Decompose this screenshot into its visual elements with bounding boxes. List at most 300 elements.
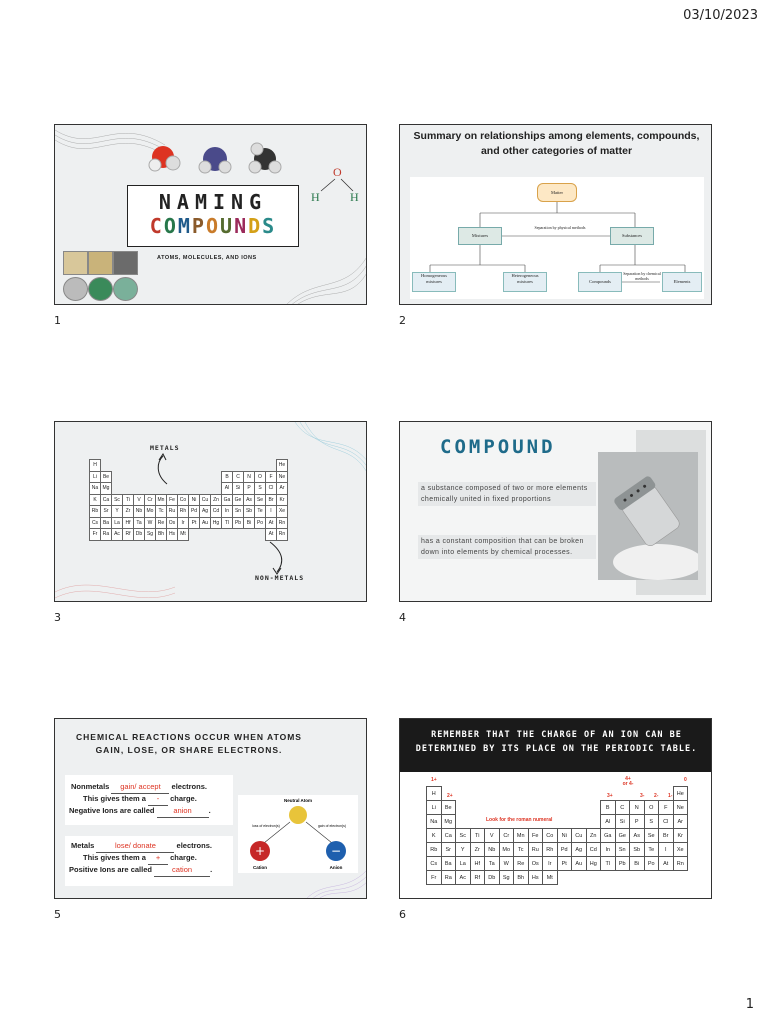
element-cell: As — [244, 494, 255, 506]
element-cell: Nb — [485, 843, 500, 857]
empty-cell — [485, 801, 500, 815]
label-chemical-separation: Separation by chemical methods — [623, 271, 661, 281]
empty-cell — [156, 460, 167, 472]
ion-formation-diagram — [238, 795, 358, 873]
element-cell: Ga — [601, 829, 616, 843]
element-cell: Ag — [572, 843, 587, 857]
element-cell: Ir — [543, 857, 558, 871]
element-cell: Y — [112, 506, 123, 518]
empty-cell — [485, 787, 500, 801]
svg-text:O: O — [333, 165, 342, 179]
element-cell: Ba — [441, 857, 456, 871]
element-cell: La — [112, 517, 123, 529]
empty-cell — [123, 460, 134, 472]
svg-text:Neutral Atom: Neutral Atom — [283, 798, 313, 803]
empty-cell — [615, 787, 630, 801]
empty-cell — [543, 787, 558, 801]
definition-1: a substance composed of two or more elements chemically united in fixed proportions — [418, 482, 596, 506]
element-cell: Po — [644, 857, 659, 871]
element-cell: Pb — [233, 517, 244, 529]
slide-2 — [399, 124, 712, 305]
empty-cell — [156, 471, 167, 483]
matter-flowchart — [410, 177, 704, 299]
element-cell: Sr — [101, 506, 112, 518]
empty-cell — [557, 787, 572, 801]
element-cell: Os — [528, 857, 543, 871]
sample-image-1 — [63, 251, 88, 275]
slide-4 — [399, 421, 712, 602]
element-cell: Rh — [178, 506, 189, 518]
empty-cell — [543, 815, 558, 829]
slide2-title: Summary on relationships among elements, compounds, and other categories of matter — [413, 130, 700, 157]
empty-cell — [266, 460, 277, 472]
slide-5 — [54, 718, 367, 899]
element-cell: Zr — [470, 843, 485, 857]
empty-cell — [233, 460, 244, 472]
element-cell: V — [485, 829, 500, 843]
empty-cell — [659, 871, 674, 885]
label-physical-separation: Separation by physical methods — [534, 225, 586, 230]
element-cell: Pt — [189, 517, 200, 529]
empty-cell — [601, 787, 616, 801]
element-cell: He — [277, 460, 288, 472]
element-cell: Hg — [586, 857, 601, 871]
element-cell: Hf — [470, 857, 485, 871]
element-cell: Co — [178, 494, 189, 506]
empty-cell — [470, 815, 485, 829]
metals-label: METALS — [150, 444, 180, 452]
element-cell: Xe — [277, 506, 288, 518]
element-cell: Ni — [189, 494, 200, 506]
svg-text:Anion: Anion — [329, 865, 343, 870]
empty-cell — [572, 801, 587, 815]
element-cell: Sg — [499, 871, 514, 885]
element-cell: Hg — [211, 517, 222, 529]
empty-cell — [586, 871, 601, 885]
element-cell: Sc — [456, 829, 471, 843]
empty-cell — [167, 460, 178, 472]
empty-cell — [178, 460, 189, 472]
element-cell: Cd — [211, 506, 222, 518]
element-cell: He — [673, 787, 688, 801]
empty-cell — [233, 529, 244, 541]
empty-cell — [601, 871, 616, 885]
slide-number: 1 — [54, 314, 61, 327]
empty-cell — [586, 815, 601, 829]
slide-3 — [54, 421, 367, 602]
element-cell: Fe — [528, 829, 543, 843]
element-cell: Sb — [244, 506, 255, 518]
charge-group-14: 4+ or 4- — [622, 776, 634, 787]
title-naming: NAMING — [158, 190, 268, 214]
non-metals-label: NON-METALS — [255, 574, 305, 582]
empty-cell — [499, 815, 514, 829]
element-cell: Nb — [134, 506, 145, 518]
element-cell: O — [644, 801, 659, 815]
element-cell: Tc — [156, 506, 167, 518]
element-cell: Rb — [90, 506, 101, 518]
element-cell: Ta — [134, 517, 145, 529]
svg-text:loss of electron(s): loss of electron(s) — [252, 824, 280, 828]
element-cell: Rh — [543, 843, 558, 857]
element-cell: Fr — [90, 529, 101, 541]
element-cell: In — [222, 506, 233, 518]
element-cell: Al — [601, 815, 616, 829]
element-cell: S — [255, 483, 266, 495]
element-cell: N — [630, 801, 645, 815]
empty-cell — [255, 529, 266, 541]
element-cell: N — [244, 471, 255, 483]
box-mixtures: Mixtures — [458, 227, 502, 245]
element-cell: Cs — [90, 517, 101, 529]
element-cell: Bi — [630, 857, 645, 871]
element-cell: Db — [134, 529, 145, 541]
empty-cell — [572, 787, 587, 801]
element-cell: Ir — [178, 517, 189, 529]
element-cell: Db — [485, 871, 500, 885]
element-cell: Ge — [615, 829, 630, 843]
sample-image-6 — [113, 277, 138, 301]
element-cell: Mo — [145, 506, 156, 518]
print-date: 03/10/2023 — [683, 8, 758, 23]
empty-cell — [673, 871, 688, 885]
slide1-subtitle: ATOMS, MOLECULES, AND IONS — [157, 255, 257, 261]
charge-group-17: 1- — [668, 793, 673, 799]
slide-number: 2 — [399, 314, 406, 327]
element-cell: Fr — [427, 871, 442, 885]
element-cell: W — [145, 517, 156, 529]
charge-group-18: 0 — [684, 777, 687, 783]
element-cell: Ta — [485, 857, 500, 871]
empty-cell — [456, 801, 471, 815]
element-cell: Pd — [557, 843, 572, 857]
element-cell: Po — [255, 517, 266, 529]
element-cell: Xe — [673, 843, 688, 857]
element-cell: Bh — [514, 871, 529, 885]
sample-image-5 — [88, 277, 113, 301]
water-molecule-diagram — [309, 163, 363, 207]
empty-cell — [200, 483, 211, 495]
element-cell: Se — [644, 829, 659, 843]
empty-cell — [189, 483, 200, 495]
element-cell: Re — [514, 857, 529, 871]
element-cell: Au — [200, 517, 211, 529]
element-cell: Cu — [572, 829, 587, 843]
answer-cation: cation — [154, 864, 210, 877]
svg-text:+: + — [254, 844, 266, 858]
empty-cell — [145, 483, 156, 495]
element-cell: Hs — [167, 529, 178, 541]
charge-group-15: 3- — [640, 793, 645, 799]
empty-cell — [123, 471, 134, 483]
empty-cell — [644, 787, 659, 801]
svg-text:gain of electron(s): gain of electron(s) — [317, 824, 347, 828]
empty-cell — [123, 483, 134, 495]
element-cell: H — [427, 787, 442, 801]
element-cell: Te — [255, 506, 266, 518]
element-cell: Hf — [123, 517, 134, 529]
page-number: 1 — [745, 997, 754, 1012]
element-cell: Sg — [145, 529, 156, 541]
element-cell: Ac — [456, 871, 471, 885]
empty-cell — [557, 815, 572, 829]
molecule-models-icon — [143, 135, 293, 185]
empty-cell — [112, 460, 123, 472]
empty-cell — [134, 460, 145, 472]
definition-2: has a constant composition that can be broken down into elements by chemical processes. — [418, 535, 596, 559]
element-cell: Ag — [200, 506, 211, 518]
element-cell: Li — [427, 801, 442, 815]
empty-cell — [485, 815, 500, 829]
element-cell: Mt — [178, 529, 189, 541]
roman-numeral-note: Look for the roman numeral — [486, 817, 553, 823]
empty-cell — [112, 483, 123, 495]
nonmetals-line-2: This gives them a - charge. — [83, 793, 197, 806]
element-cell: Rn — [673, 857, 688, 871]
empty-cell — [528, 801, 543, 815]
empty-cell — [134, 483, 145, 495]
element-cell: Rn — [277, 517, 288, 529]
empty-cell — [178, 471, 189, 483]
empty-cell — [255, 460, 266, 472]
answer-lose: lose/ donate — [96, 840, 174, 853]
element-cell: Li — [90, 471, 101, 483]
element-cell: F — [266, 471, 277, 483]
element-cell: Se — [255, 494, 266, 506]
element-cell: Ra — [101, 529, 112, 541]
element-cell: Kr — [277, 494, 288, 506]
metals-line-3: Positive Ions are called cation . — [69, 864, 212, 877]
element-cell: Sr — [441, 843, 456, 857]
empty-cell — [615, 871, 630, 885]
empty-cell — [499, 801, 514, 815]
element-cell: Zr — [123, 506, 134, 518]
element-cell: Ne — [673, 801, 688, 815]
empty-cell — [211, 529, 222, 541]
element-cell: Rn — [277, 529, 288, 541]
element-cell: I — [659, 843, 674, 857]
element-cell: Hs — [528, 871, 543, 885]
element-cell: Cs — [427, 857, 442, 871]
empty-cell — [528, 787, 543, 801]
metals-line-1: Metals lose/ donate electrons. — [71, 840, 212, 853]
element-cell: Ca — [101, 494, 112, 506]
element-cell: Cd — [586, 843, 601, 857]
charge-group-2: 2+ — [447, 793, 453, 799]
empty-cell — [586, 801, 601, 815]
slide5-title: CHEMICAL REACTIONS OCCUR WHEN ATOMS GAIN, LOSE, OR SHARE ELECTRONS. — [76, 732, 302, 755]
element-cell: F — [659, 801, 674, 815]
element-cell: W — [499, 857, 514, 871]
empty-cell — [167, 471, 178, 483]
element-cell: C — [615, 801, 630, 815]
empty-cell — [189, 460, 200, 472]
empty-cell — [659, 787, 674, 801]
element-cell: At — [266, 517, 277, 529]
element-cell: C — [233, 471, 244, 483]
sample-image-2 — [88, 251, 113, 275]
element-cell: Ti — [470, 829, 485, 843]
svg-text:H: H — [311, 190, 320, 204]
element-cell: K — [427, 829, 442, 843]
element-cell: Au — [572, 857, 587, 871]
element-cell: Ge — [233, 494, 244, 506]
empty-cell — [222, 460, 233, 472]
element-cell: Ac — [112, 529, 123, 541]
element-cell: Rb — [427, 843, 442, 857]
element-cell: O — [255, 471, 266, 483]
element-cell: Rf — [470, 871, 485, 885]
element-cell: Cr — [145, 494, 156, 506]
element-cell: Ra — [441, 871, 456, 885]
empty-cell — [630, 787, 645, 801]
element-cell: As — [630, 829, 645, 843]
empty-cell — [572, 871, 587, 885]
svg-text:Cation: Cation — [253, 865, 267, 870]
empty-cell — [244, 529, 255, 541]
empty-cell — [200, 471, 211, 483]
element-cell: I — [266, 506, 277, 518]
element-cell: Cl — [266, 483, 277, 495]
empty-cell — [514, 801, 529, 815]
element-cell: Na — [90, 483, 101, 495]
charge-group-1: 1+ — [431, 777, 437, 783]
empty-cell — [156, 483, 167, 495]
box-homogeneous: Homogeneous mixtures — [412, 272, 456, 292]
element-cell: P — [244, 483, 255, 495]
element-cell: Pb — [615, 857, 630, 871]
empty-cell — [200, 460, 211, 472]
nonmetals-line-3: Negative Ions are called anion . — [69, 805, 211, 818]
element-cell: Si — [615, 815, 630, 829]
element-cell: Ga — [222, 494, 233, 506]
sample-image-3 — [113, 251, 138, 275]
empty-cell — [134, 471, 145, 483]
empty-cell — [189, 471, 200, 483]
element-cell: Al — [222, 483, 233, 495]
title-box — [127, 185, 299, 247]
answer-gain: gain/ accept — [111, 781, 169, 794]
empty-cell — [514, 815, 529, 829]
element-cell: Kr — [673, 829, 688, 843]
empty-cell — [514, 787, 529, 801]
element-cell: B — [222, 471, 233, 483]
element-cell: Ru — [167, 506, 178, 518]
answer-anion: anion — [157, 805, 209, 818]
element-cell: At — [266, 529, 277, 541]
element-cell: Be — [101, 471, 112, 483]
slide-number: 5 — [54, 908, 61, 921]
box-elements: Elements — [662, 272, 702, 292]
element-cell: Na — [427, 815, 442, 829]
box-substances: Substances — [610, 227, 654, 245]
element-cell: Ne — [277, 471, 288, 483]
element-cell: Rf — [123, 529, 134, 541]
slide-6 — [399, 718, 712, 899]
empty-cell — [557, 801, 572, 815]
svg-text:H: H — [350, 190, 359, 204]
element-cell: Ti — [123, 494, 134, 506]
element-cell: Ca — [441, 829, 456, 843]
empty-cell — [211, 460, 222, 472]
element-cell: Sn — [615, 843, 630, 857]
element-cell: Mt — [543, 871, 558, 885]
element-cell: Bi — [244, 517, 255, 529]
element-cell: B — [601, 801, 616, 815]
element-cell: Br — [266, 494, 277, 506]
element-cell: V — [134, 494, 145, 506]
charge-group-13: 3+ — [607, 793, 613, 799]
element-cell: Zn — [211, 494, 222, 506]
empty-cell — [112, 471, 123, 483]
salt-shaker-image — [598, 452, 698, 580]
element-cell: H — [90, 460, 101, 472]
element-cell: Cr — [499, 829, 514, 843]
element-cell: Fe — [167, 494, 178, 506]
periodic-table — [426, 786, 688, 885]
empty-cell — [644, 871, 659, 885]
element-cell: Be — [441, 801, 456, 815]
empty-cell — [145, 460, 156, 472]
element-cell: At — [659, 857, 674, 871]
element-cell: Mo — [499, 843, 514, 857]
empty-cell — [586, 787, 601, 801]
empty-cell — [470, 787, 485, 801]
empty-cell — [499, 787, 514, 801]
empty-cell — [178, 483, 189, 495]
empty-cell — [211, 471, 222, 483]
empty-cell — [222, 529, 233, 541]
empty-cell — [557, 871, 572, 885]
element-cell: Br — [659, 829, 674, 843]
element-cell: Zn — [586, 829, 601, 843]
charge-group-16: 2- — [654, 793, 659, 799]
element-cell: Co — [543, 829, 558, 843]
empty-cell — [211, 483, 222, 495]
empty-cell — [528, 815, 543, 829]
element-cell: Pd — [189, 506, 200, 518]
element-cell: La — [456, 857, 471, 871]
empty-cell — [470, 801, 485, 815]
empty-cell — [189, 529, 200, 541]
svg-text:−: − — [330, 844, 342, 858]
box-matter: Matter — [537, 183, 577, 202]
empty-cell — [441, 787, 456, 801]
element-cell: Mg — [441, 815, 456, 829]
box-compounds: Compounds — [578, 272, 622, 292]
element-cell: P — [630, 815, 645, 829]
element-cell: In — [601, 843, 616, 857]
slide6-title: REMEMBER THAT THE CHARGE OF AN ION CAN BE DETERMINED BY ITS PLACE ON THE PERIODIC TABLE. — [400, 719, 712, 772]
element-cell: Tl — [601, 857, 616, 871]
element-cell: Pt — [557, 857, 572, 871]
periodic-table — [89, 459, 288, 541]
element-cell: Te — [644, 843, 659, 857]
empty-cell — [244, 460, 255, 472]
title-compounds: COMPOUNDS — [149, 214, 277, 238]
empty-cell — [456, 787, 471, 801]
metals-line-2: This gives them a + charge. — [83, 852, 197, 865]
element-cell: S — [644, 815, 659, 829]
element-cell: Ru — [528, 843, 543, 857]
answer-positive: + — [148, 852, 168, 865]
slide-1 — [54, 124, 367, 305]
empty-cell — [200, 529, 211, 541]
element-cell: K — [90, 494, 101, 506]
element-cell: Cl — [659, 815, 674, 829]
slide-number: 4 — [399, 611, 406, 624]
slide-number: 6 — [399, 908, 406, 921]
